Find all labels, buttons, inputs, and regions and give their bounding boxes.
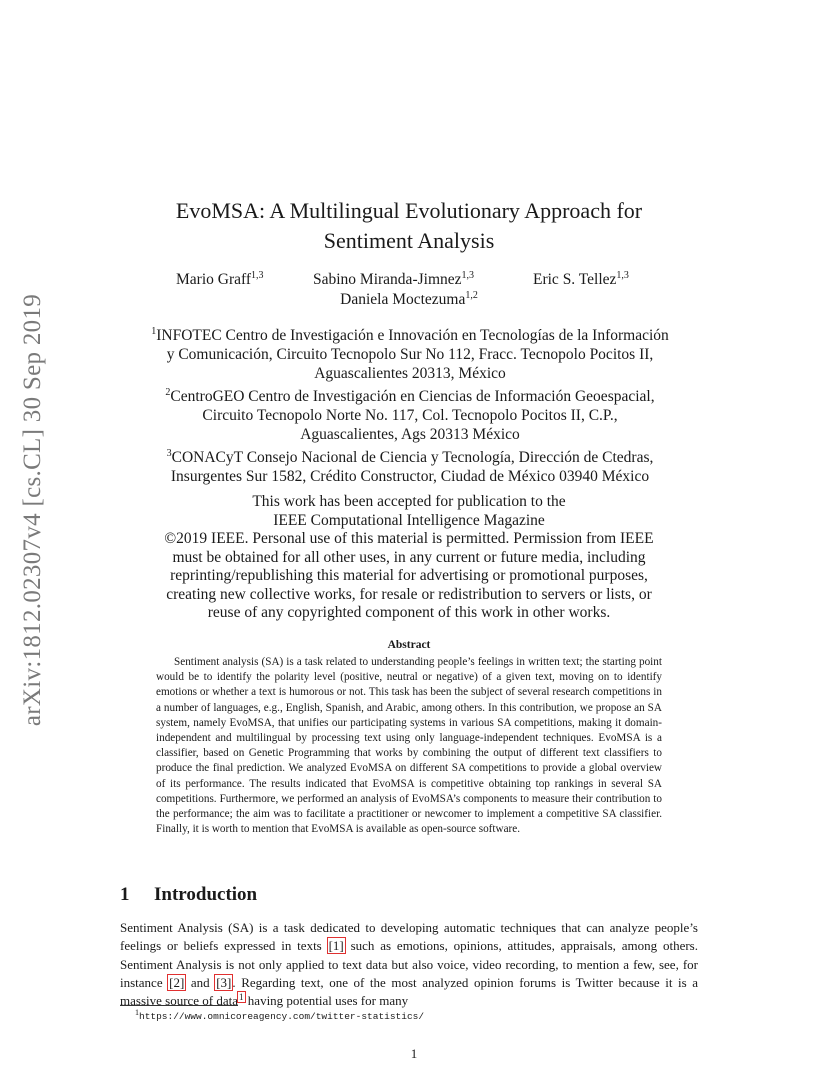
section-number: 1: [120, 884, 130, 905]
section-title: Introduction: [154, 884, 258, 905]
footnote-url[interactable]: https://www.omnicoreagency.com/twitter-statistics/: [139, 1011, 425, 1023]
copyright-notice: [120, 493, 698, 623]
page-number: 1: [410, 1046, 418, 1061]
notice-line: reprinting/republishing this material for advertising or promotional purposes,: [170, 567, 648, 584]
arxiv-stamp: arXiv:1812.02307v4 [cs.CL] 30 Sep 2019: [19, 293, 46, 727]
footnote-divider: [120, 1005, 238, 1006]
citation-link-1[interactable]: [1]: [328, 938, 344, 954]
affiliation-1: $^1$INFOTEC Centro de Investigación e Innovación en Tecnologías de la Información y Comunicación, Circuito Tecnopolo Sur No 112, Fracc. Tecnopolo Pocitos II, Aguascalientes 20313, México: [151, 326, 669, 383]
affiliations: [110, 322, 710, 486]
notice-line: creating new collective works, for resale or redistribution to servers or lists, or: [166, 585, 652, 603]
notice-line: This work has been accepted for publication to the: [252, 493, 566, 510]
title-line-2: Sentiment Analysis: [323, 228, 495, 253]
author-graff: Mario Graff$^{1,3}$: [176, 270, 264, 289]
notice-line: must be obtained for all other uses, in any current or future media, including: [172, 548, 646, 566]
citation-link-3[interactable]: [3]: [216, 974, 232, 990]
abstract-heading: Abstract: [387, 639, 431, 651]
author-moctezuma: Daniela Moctezuma$^{1,2}$: [340, 290, 478, 309]
footnote: $^1$https://www.omnicoreagency.com/twitter-statistics/: [135, 1008, 425, 1023]
citation-link-2[interactable]: [2]: [169, 974, 185, 990]
title-line-1: EvoMSA: A Multilingual Evolutionary Approach for: [175, 198, 643, 223]
affiliation-2: $^2$CentroGEO Centro de Investigación en Ciencias de Información Geoespacial, Circuito Tecnopolo Norte No. 117, Col. Tecnopolo Pocitos II, C.P., Aguascalientes, Ags 20313 México: [165, 387, 655, 444]
abstract-text: Sentiment analysis (SA) is a task related to understanding people’s feelings in written text; the starting point would be to identify the polarity level (positive, neutral or negative) of a given text, moving on to identify emotions or whether a text is humorous or not. This task has been the subject of several research competitions in a number of languages, e.g., English, Spanish, and Arabic, among others. In this contribution, we propose an SA system, namely EvoMSA, that unifies our participating systems in various SA competitions, making it domain-independent and multilingual by processing text using only language-independent techniques. EvoMSA is a classifier, based on Genetic Programming that works by combining the output of different text classifiers to produce the final prediction. We analyzed EvoMSA on different SA competitions to provide a global overview of its performance. The results indicated that EvoMSA is competitive obtaining top rankings in several SA competitions. Furthermore, we performed an analysis of EvoMSA’s components to measure their contribution to the performance; the aim was to facilitate a practitioner or newcomer to implement a competitive SA classifier. Finally, it is worth to mention that EvoMSA is available as open-source software.: [156, 656, 662, 836]
intro-paragraph: Sentiment Analysis (SA) is a task dedicated to developing automatic techniques that can analyze people’s feelings or beliefs expressed in texts [1] such as emotions, opinions, attitudes, appraisals, among others. Sentiment Analysis is not only applied to text data but also voice, video recording, to mention a few, see, for instance [2] and [3]. Regarding text, one of the most analyzed opinion forums is Twitter because it is a massive source of data$^1$ having potential uses for many: [120, 920, 698, 1009]
author-tellez: Eric S. Tellez$^{1,3}$: [533, 270, 629, 289]
notice-line: reuse of any copyrighted component of this work in other works.: [207, 604, 611, 621]
footnote-link[interactable]: 1: [239, 991, 244, 1002]
paper-title: [120, 196, 698, 256]
author-miranda: Sabino Miranda-Jimnez$^{1,3}$: [313, 270, 475, 289]
affiliation-3: $^3$CONACyT Consejo Nacional de Ciencia y Tecnología, Dirección de Ctedras, Insurgentes Sur 1582, Crédito Constructor, Ciudad de México 03940 México: [166, 448, 654, 486]
notice-line: ©2019 IEEE. Personal use of this material is permitted. Permission from IEEE: [164, 530, 654, 547]
authors-row: [120, 270, 698, 292]
notice-line: IEEE Computational Intelligence Magazine: [273, 511, 545, 529]
section-heading: [120, 884, 257, 906]
